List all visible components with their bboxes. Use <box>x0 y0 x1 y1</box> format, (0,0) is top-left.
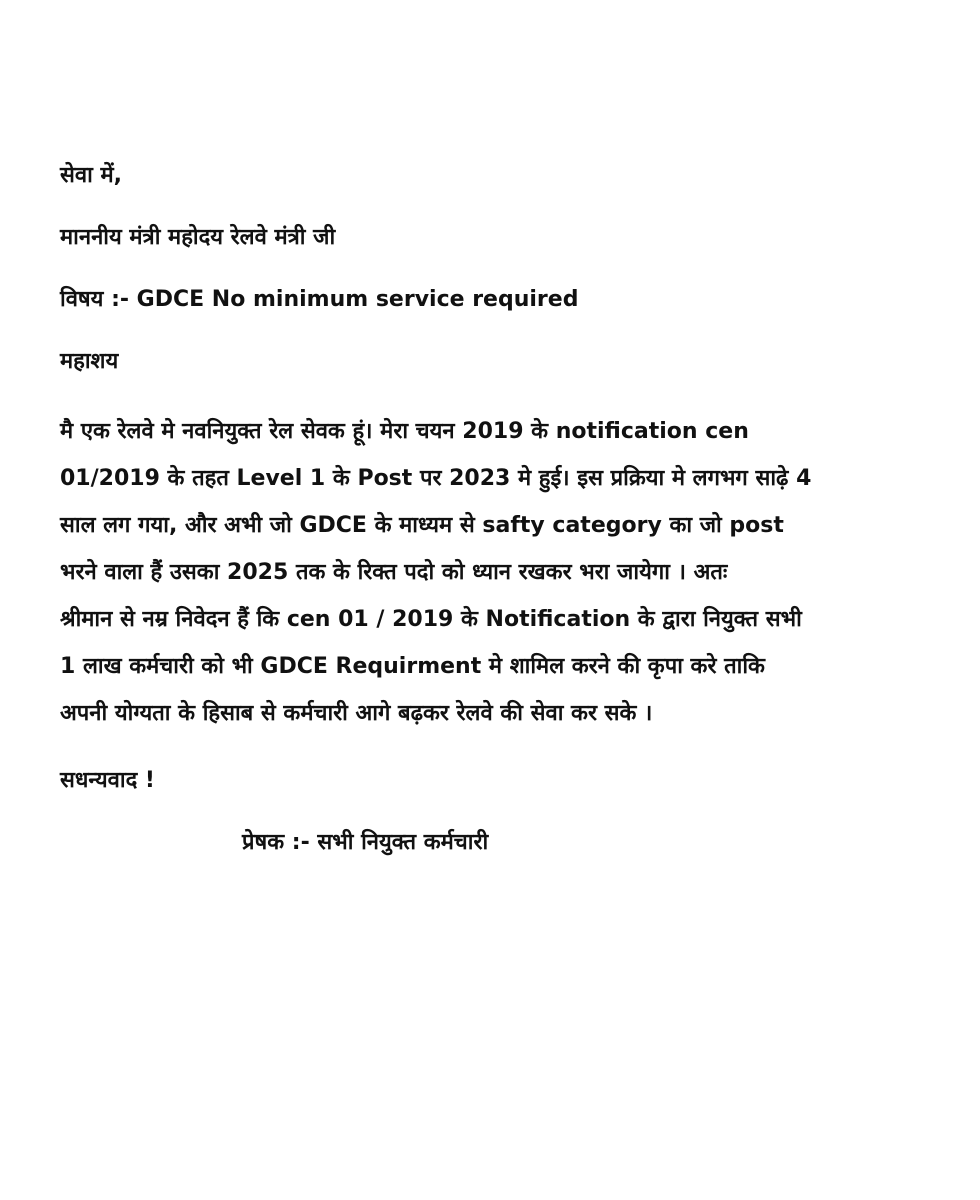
to-line: सेवा में, <box>60 163 122 188</box>
paragraph-line: मै एक रेलवे मे नवनियुक्त रेल सेवक हूं। मेरा चयन 2019 के notification cen <box>60 419 749 444</box>
paragraph-line: अपनी योग्यता के हिसाब से कर्मचारी आगे बढ़कर रेलवे की सेवा कर सके । <box>60 701 653 726</box>
greeting-line: महाशय <box>60 349 119 374</box>
closing-line: सधन्यवाद ! <box>60 768 155 793</box>
paragraph-line: श्रीमान से नम्र निवेदन हैं कि cen 01 / 2019 के Notification के द्वारा नियुक्त सभी <box>60 607 802 632</box>
letter-paragraph <box>60 408 920 737</box>
letter-body <box>60 160 920 859</box>
paragraph-line: साल लग गया, और अभी जो GDCE के माध्यम से safty category का जो post <box>60 513 784 538</box>
recipient-line: माननीय मंत्री महोदय रेलवे मंत्री जी <box>60 225 336 250</box>
sender-line: प्रेषक :- सभी नियुक्त कर्मचारी <box>242 830 489 855</box>
paragraph-line: भरने वाला हैं उसका 2025 तक के रिक्त पदो को ध्यान रखकर भरा जायेगा । अतः <box>60 560 728 585</box>
subject-line: विषय :- GDCE No minimum service required <box>60 287 579 312</box>
paragraph-line: 01/2019 के तहत Level 1 के Post पर 2023 मे हुई। इस प्रक्रिया मे लगभग साढ़े 4 <box>60 466 812 491</box>
paragraph-line: 1 लाख कर्मचारी को भी GDCE Requirment मे शामिल करने की कृपा करे ताकि <box>60 654 765 679</box>
